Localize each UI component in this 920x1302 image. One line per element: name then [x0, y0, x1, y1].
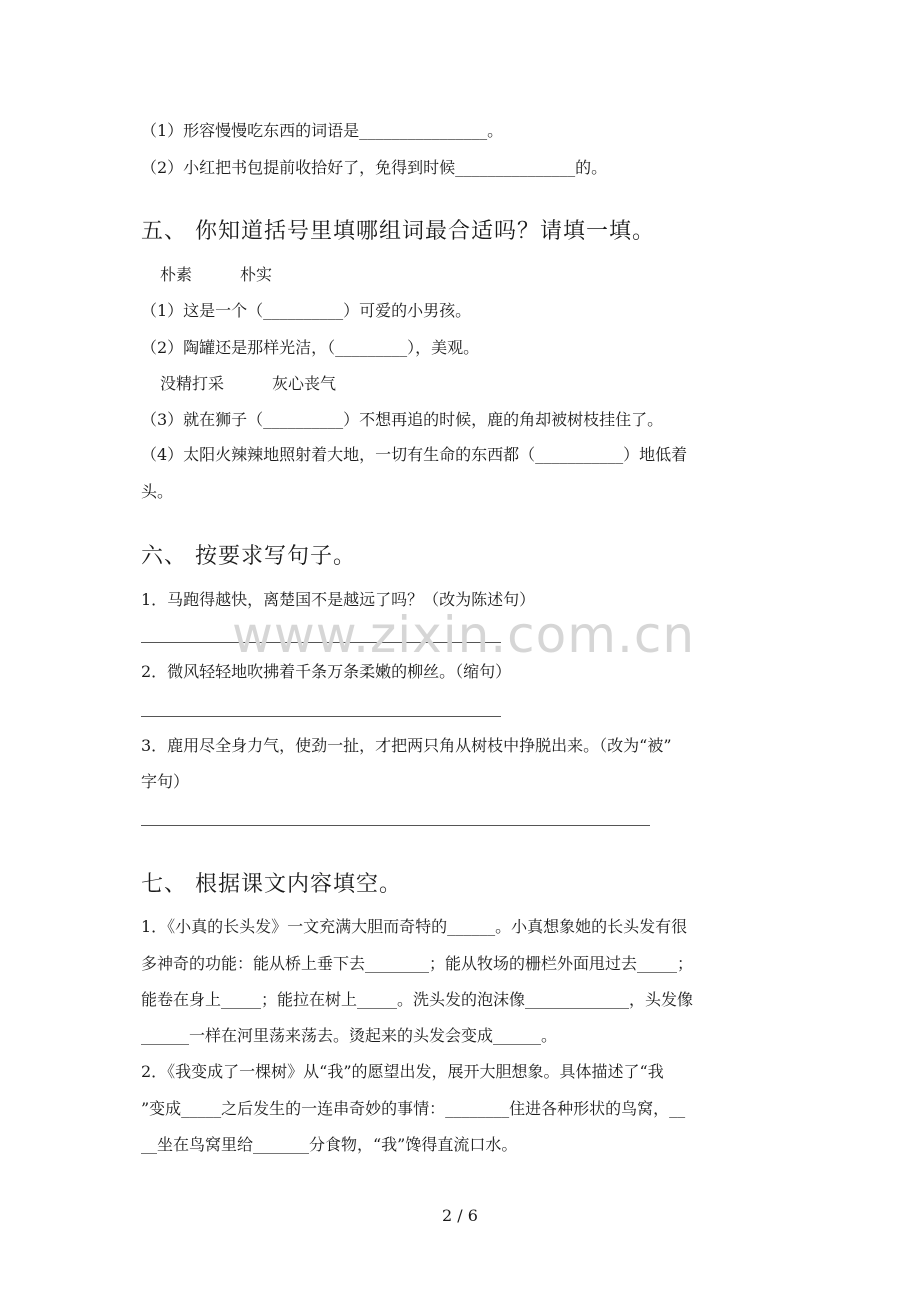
s5-question-1: （1）这是一个（__________）可爱的小男孩。: [141, 301, 472, 320]
page-number: 2 / 6: [442, 1206, 478, 1225]
s7-passage-2-line-3: __坐在鸟窝里给_______分食物，“我”馋得直流口水。: [141, 1135, 518, 1154]
s4-question-1: （1）形容慢慢吃东西的词语是________________。: [141, 121, 504, 140]
s7-passage-1-line-3: 能卷在身上_____；能拉在树上_____。洗头发的泡沫像_____________，头发像: [141, 990, 694, 1009]
watermark: www.zixin.com.cn: [232, 606, 696, 664]
s7-passage-2-line-1: 2．《我变成了一棵树》从“我”的愿望出发，展开大胆想象。具体描述了“我: [141, 1062, 664, 1081]
s7-passage-1-line-2: 多神奇的功能：能从桥上垂下去________；能从牧场的栅栏外面甩过去_____；: [141, 954, 694, 973]
s7-passage-1-line-1: 1．《小真的长头发》一文充满大胆而奇特的______。小真想象她的长头发有很: [141, 917, 688, 936]
s5-word-choices-a: 朴素 朴实: [160, 265, 273, 284]
s7-passage-2-line-2: ”变成_____之后发生的一连串奇妙的事情：________住进各种形状的鸟窝，__: [141, 1099, 686, 1118]
s5-word-choices-b: 没精打采 灰心丧气: [160, 374, 337, 393]
s6-question-3-line-1: 3．鹿用尽全身力气，使劲一扯，才把两只角从树枝中挣脱出来。（改为“被”: [141, 736, 672, 755]
s5-question-4-line-1: （4）太阳火辣辣地照射着大地，一切有生命的东西都（___________）地低着: [141, 445, 688, 464]
s5-question-3: （3）就在狮子（__________）不想再追的时候，鹿的角却被树枝挂住了。: [141, 410, 664, 429]
s6-question-3-line-2: 字句）: [141, 772, 190, 791]
s6-question-2: 2．微风轻轻地吹拂着千条万条柔嫩的柳丝。（缩句）: [141, 662, 512, 681]
section-5-heading: 五、 你知道括号里填哪组词最合适吗？请填一填。: [141, 219, 655, 244]
answer-line-2[interactable]: [141, 716, 501, 717]
s6-question-1: 1．马跑得越快，离楚国不是越远了吗？（改为陈述句）: [141, 590, 536, 609]
section-6-heading: 六、 按要求写句子。: [141, 544, 356, 569]
answer-line-3[interactable]: [141, 825, 650, 826]
s7-passage-1-line-4: ______一样在河里荡来荡去。烫起来的头发会变成______。: [141, 1026, 558, 1045]
s5-question-4-line-2: 头。: [141, 482, 174, 501]
section-7-heading: 七、 根据课文内容填空。: [141, 872, 402, 897]
s5-question-2: （2）陶罐还是那样光洁，（_________），美观。: [141, 338, 480, 357]
s4-question-2: （2）小红把书包提前收拾好了，免得到时候_______________的。: [141, 158, 608, 177]
